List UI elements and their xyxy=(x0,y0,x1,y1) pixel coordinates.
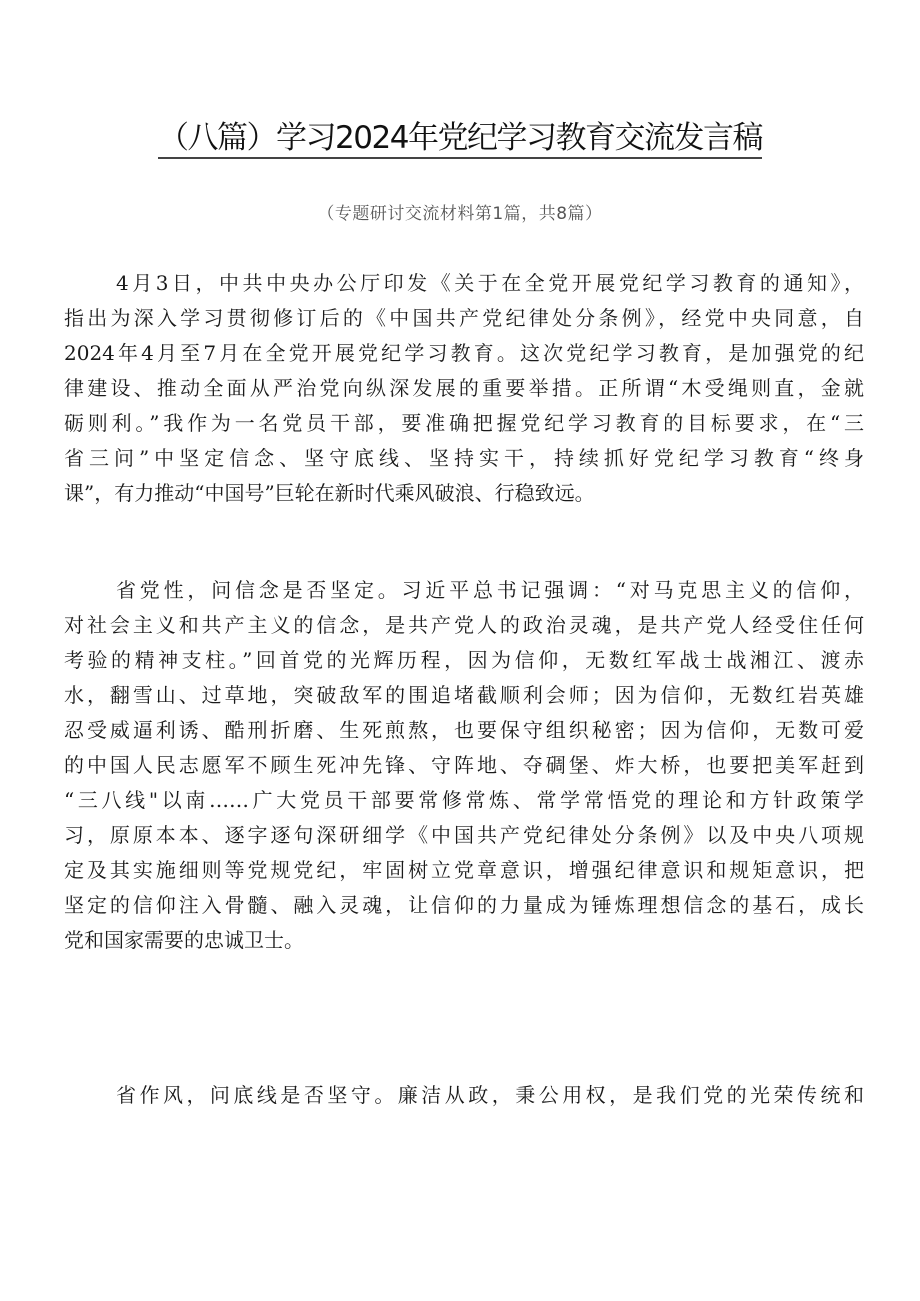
paragraph-line: 的中国人民志愿军不顾生死冲先锋、守阵地、夺碉堡、炸大桥，也要把美军赶到 xyxy=(64,753,864,777)
paragraph-line: 对社会主义和共产主义的信念，是共产党人的政治灵魂，是共产党人经受住任何 xyxy=(64,613,864,637)
paragraph-line: 定及其实施细则等党规党纪，牢固树立党章意识，增强纪律意识和规矩意识，把 xyxy=(64,858,864,882)
paragraph-line: 砺则利。”我作为一名党员干部，要准确把握党纪学习教育的目标要求，在“三 xyxy=(64,411,864,435)
paragraph-line: 2024年4月至7月在全党开展党纪学习教育。这次党纪学习教育，是加强党的纪 xyxy=(64,341,864,365)
paragraph-3 xyxy=(64,1078,864,1113)
document-title-text: （八篇）学习2024年党纪学习教育交流发言稿 xyxy=(158,120,762,159)
paragraph-line: 律建设、推动全面从严治党向纵深发展的重要举措。正所谓“木受绳则直，金就 xyxy=(64,376,864,400)
paragraph-line: 忍受威逼利诱、酷刑折磨、生死煎熬，也要保守组织秘密；因为信仰，无数可爱 xyxy=(64,718,864,742)
paragraph-line: 省三问”中坚定信念、坚守底线、坚持实干，持续抓好党纪学习教育“终身 xyxy=(64,446,864,470)
paragraph-line: 水，翻雪山、过草地，突破敌军的围追堵截顺利会师；因为信仰，无数红岩英雄 xyxy=(64,683,864,707)
paragraph-1 xyxy=(64,266,864,511)
paragraph-line: 指出为深入学习贯彻修订后的《中国共产党纪律处分条例》，经党中央同意，自 xyxy=(64,306,864,330)
paragraph-2 xyxy=(64,573,864,958)
paragraph-line: 省作风，问底线是否坚守。廉洁从政，秉公用权，是我们党的光荣传统和 xyxy=(116,1083,864,1107)
document-title xyxy=(60,112,860,157)
paragraph-line: “三八线"以南……广大党员干部要常修常炼、常学常悟党的理论和方针政策学 xyxy=(64,788,864,812)
paragraph-line: 课”，有力推动“中国号”巨轮在新时代乘风破浪、行稳致远。 xyxy=(64,481,595,505)
paragraph-line: 考验的精神支柱。”回首党的光辉历程，因为信仰，无数红军战士战湘江、渡赤 xyxy=(64,648,864,672)
document-subtitle: （专题研讨交流材料第1篇，共8篇） xyxy=(317,204,603,224)
paragraph-line: 省党性，问信念是否坚定。习近平总书记强调：“对马克思主义的信仰， xyxy=(116,578,864,602)
paragraph-line: 习，原原本本、逐字逐句深研细学《中国共产党纪律处分条例》以及中央八项规 xyxy=(64,823,864,847)
paragraph-line: 4月3日，中共中央办公厅印发《关于在全党开展党纪学习教育的通知》， xyxy=(116,271,864,295)
paragraph-line: 坚定的信仰注入骨髓、融入灵魂，让信仰的力量成为锤炼理想信念的基石，成长 xyxy=(64,893,864,917)
paragraph-line: 党和国家需要的忠诚卫士。 xyxy=(64,928,304,952)
